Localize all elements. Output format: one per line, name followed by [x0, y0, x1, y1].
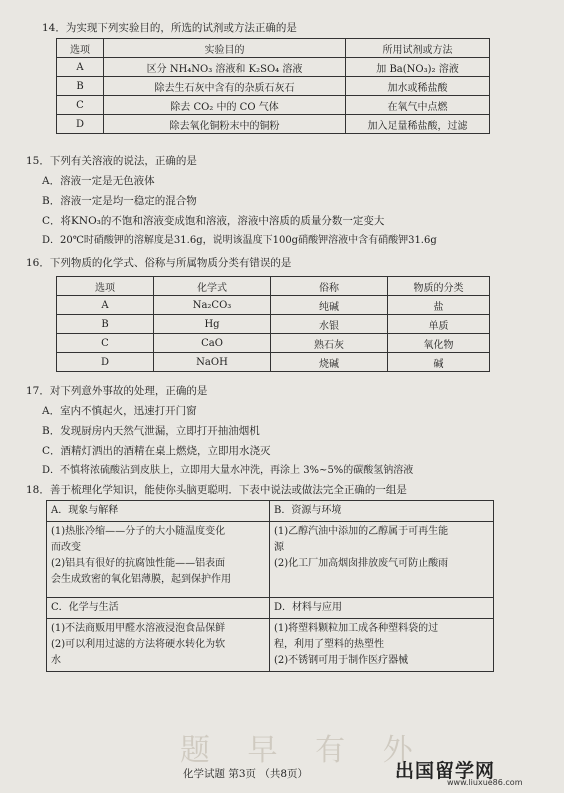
q15-stem: 15．下列有关溶液的说法，正确的是 [26, 155, 197, 167]
header-cell: 物质的分类 [388, 277, 490, 296]
header-cell: 俗称 [271, 277, 388, 296]
table-cell: 区分 NH₄NO₃ 溶液和 K₂SO₄ 溶液 [104, 58, 346, 77]
cell-line: (2)不锈钢可用于制作医疗器械 [274, 655, 409, 666]
table-cell: Hg [154, 315, 271, 334]
faint-bleed-through-text: 题 早 有 外 [180, 733, 427, 768]
table-cell: 烧碱 [271, 353, 388, 372]
q18-cell-a [47, 501, 270, 598]
page-footer: 化学试题 第3页 （共8页） [183, 768, 309, 780]
cell-line: (1)乙醇汽油中添加的乙醇属于可再生能 [274, 526, 449, 537]
watermark [395, 756, 560, 786]
q18-stem: 18．善于梳理化学知识，能使你头脑更聪明．下表中说法或做法完全正确的一组是 [26, 484, 407, 496]
cell-line: 程，利用了塑料的热塑性 [274, 639, 384, 650]
cell-line: (1)将塑料颗粒加工成各种塑料袋的过 [274, 623, 439, 634]
table-cell: B [57, 77, 104, 96]
table-cell: NaOH [154, 353, 271, 372]
q17-option-d: D．不慎将浓硫酸沾到皮肤上，立即用大量水冲洗，再涂上 3%~5%的碳酸氢钠溶液 [42, 465, 414, 476]
cell-line: (2)铝具有很好的抗腐蚀性能——铝表面 [51, 558, 226, 569]
cell-line: 水 [51, 655, 61, 666]
cell-title: C．化学与生活 [47, 598, 269, 619]
cell-title: B．资源与环境 [270, 501, 493, 522]
header-cell: 所用试剂或方法 [346, 39, 490, 58]
header-cell: 选项 [57, 277, 154, 296]
table-row [57, 58, 490, 77]
header-cell: 实验目的 [104, 39, 346, 58]
table-header-row [57, 277, 490, 296]
q14-stem: 14．为实现下列实验目的，所选的试剂或方法正确的是 [42, 22, 297, 34]
watermark-url: www.liuxue86.com [447, 778, 523, 787]
table-cell: A [57, 58, 104, 77]
q17-option-a: A．室内不慎起火，迅速打开门窗 [42, 405, 197, 417]
cell-title: D．材料与应用 [270, 598, 493, 619]
table-row [47, 501, 494, 598]
table-cell: 除去 CO₂ 中的 CO 气体 [104, 96, 346, 115]
table-cell: 在氧气中点燃 [346, 96, 490, 115]
table-cell: 除去生石灰中含有的杂质石灰石 [104, 77, 346, 96]
table-cell: 加水或稀盐酸 [346, 77, 490, 96]
table-row [57, 96, 490, 115]
table-row [57, 334, 490, 353]
table-cell: C [57, 96, 104, 115]
table-cell: C [57, 334, 154, 353]
q18-table [46, 500, 494, 672]
q17-stem: 17．对下列意外事故的处理，正确的是 [26, 385, 208, 397]
table-cell: 盐 [388, 296, 490, 315]
table-row [57, 353, 490, 372]
q15-option-a: A．溶液一定是无色液体 [42, 175, 155, 187]
table-row [57, 115, 490, 134]
watermark-logo-text: 出国留学网 [395, 760, 496, 782]
table-header-row [57, 39, 490, 58]
q15-option-c: C．将KNO₃的不饱和溶液变成饱和溶液，溶液中溶质的质量分数一定变大 [42, 215, 385, 227]
table-cell: CaO [154, 334, 271, 353]
cell-line: (2)化工厂加高烟囱排放废气可防止酸雨 [274, 558, 449, 569]
q15-option-d: D．20℃时硝酸钾的溶解度是31.6g，说明该温度下100g硝酸钾溶液中含有硝酸钾31.6g [42, 235, 437, 246]
table-cell: 除去氧化铜粉末中的铜粉 [104, 115, 346, 134]
cell-title: A．现象与解释 [47, 501, 269, 522]
cell-line: (1)不法商贩用甲醛水溶液浸泡食品保鲜 [51, 623, 226, 634]
cell-line: (2)可以利用过滤的方法将硬水转化为软 [51, 639, 226, 650]
table-cell: 水银 [271, 315, 388, 334]
table-row [57, 315, 490, 334]
header-cell: 选项 [57, 39, 104, 58]
cell-line: 而改变 [51, 542, 81, 553]
table-cell: D [57, 353, 154, 372]
table-cell: 单质 [388, 315, 490, 334]
q17-option-c: C．酒精灯洒出的酒精在桌上燃烧，立即用水浇灭 [42, 445, 271, 457]
header-cell: 化学式 [154, 277, 271, 296]
table-row [47, 598, 494, 672]
table-cell: D [57, 115, 104, 134]
q16-stem: 16．下列物质的化学式、俗称与所属物质分类有错误的是 [26, 257, 292, 269]
cell-line: 源 [274, 542, 284, 553]
table-cell: B [57, 315, 154, 334]
table-cell: 氧化物 [388, 334, 490, 353]
q16-table [56, 276, 490, 372]
q18-cell-c [47, 598, 270, 672]
q15-option-b: B．溶液一定是均一稳定的混合物 [42, 195, 197, 207]
q17-option-b: B．发现厨房内天然气泄漏，立即打开抽油烟机 [42, 425, 260, 437]
table-cell: 纯碱 [271, 296, 388, 315]
table-cell: 熟石灰 [271, 334, 388, 353]
q14-table [56, 38, 490, 134]
cell-line: 会生成致密的氧化铝薄膜，起到保护作用 [51, 574, 231, 585]
q18-cell-d [270, 598, 494, 672]
q18-cell-b [270, 501, 494, 598]
table-cell: 加入足量稀盐酸，过滤 [346, 115, 490, 134]
table-cell: 加 Ba(NO₃)₂ 溶液 [346, 58, 490, 77]
cell-line: (1)热胀冷缩——分子的大小随温度变化 [51, 526, 226, 537]
table-row [57, 296, 490, 315]
table-cell: A [57, 296, 154, 315]
table-cell: 碱 [388, 353, 490, 372]
table-row [57, 77, 490, 96]
table-cell: Na₂CO₃ [154, 296, 271, 315]
